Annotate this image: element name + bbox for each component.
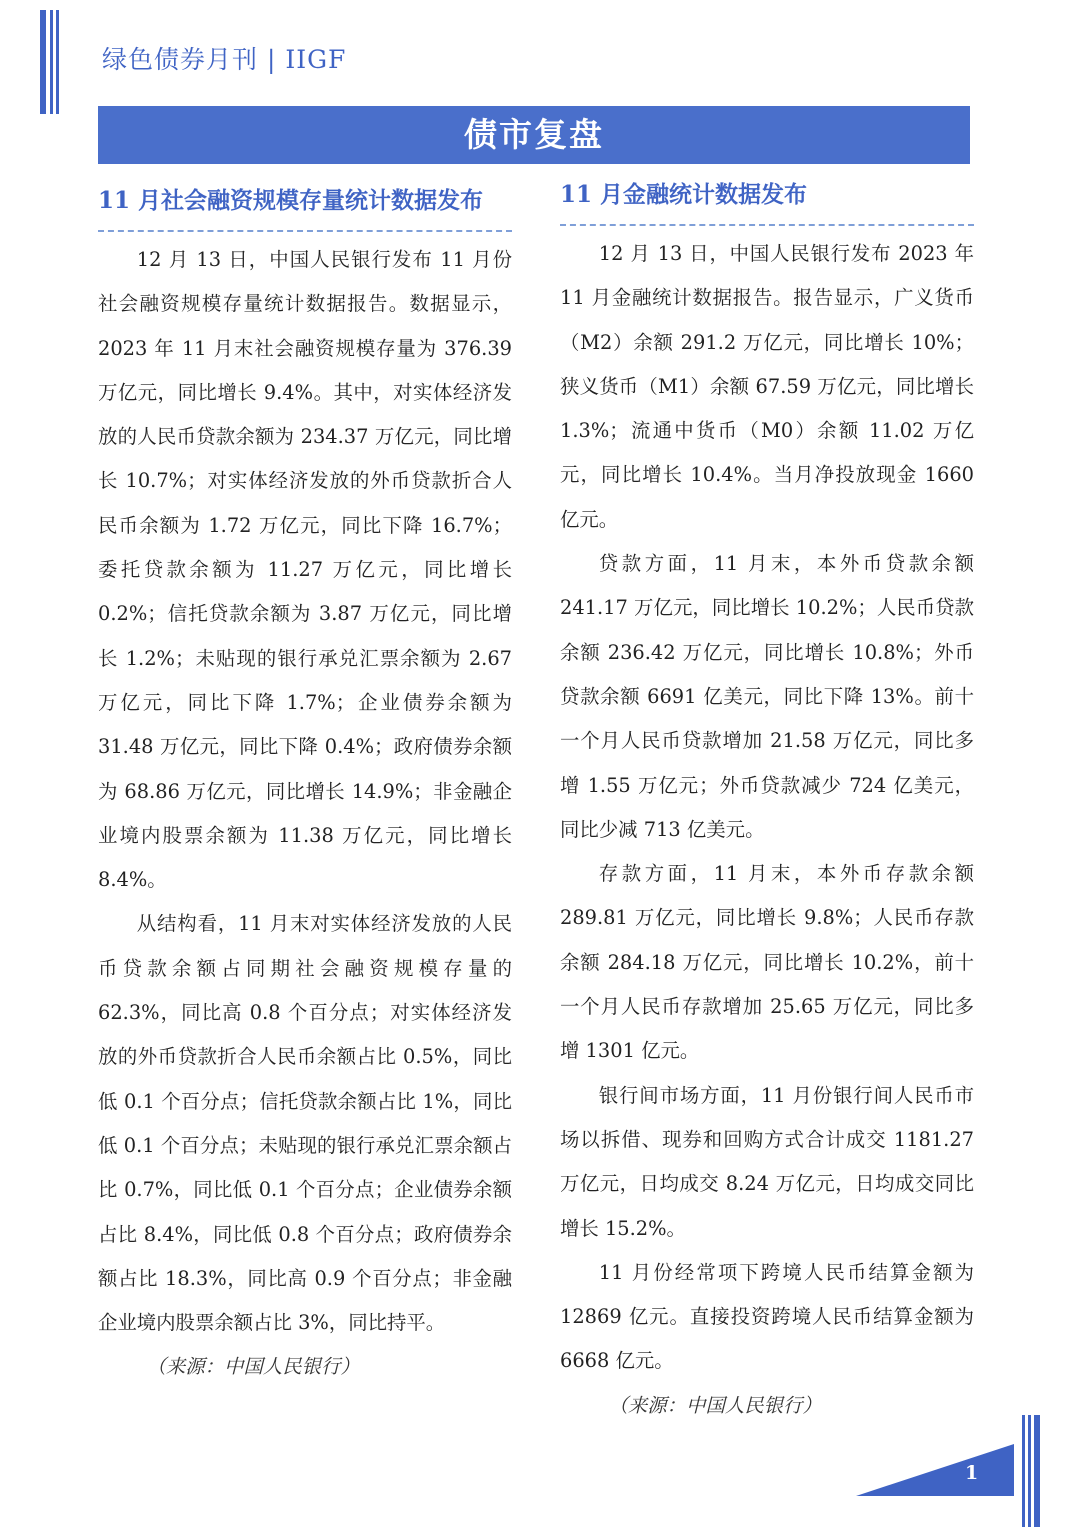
section-banner: 债市复盘 bbox=[98, 106, 970, 164]
brand-title: 绿色债券月刊 | IIGF bbox=[102, 45, 347, 74]
right-paragraph-5: 11 月份经常项下跨境人民币结算金额为 12869 亿元。直接投资跨境人民币结算金额为 6668 亿元。 bbox=[560, 1260, 974, 1373]
left-title-divider bbox=[98, 230, 512, 232]
right-paragraph-4: 银行间市场方面，11 月份银行间人民币市场以拆借、现券和回购方式合计成交 1181.27 万亿元，日均成交 8.24 万亿元，日均成交同比增长 15.2%。 bbox=[560, 1083, 974, 1240]
right-column bbox=[560, 180, 974, 1447]
right-article-title: 11 月金融统计数据发布 bbox=[560, 181, 808, 208]
right-paragraph-3: 存款方面，11 月末，本外币存款余额 289.81 万亿元，同比增长 9.8%；人民币存款余额 284.18 万亿元，同比增长 10.2%，前十一个月人民币存款增加 25.65 万亿元，同比多增 1301 亿元。 bbox=[560, 862, 974, 1063]
right-title-divider bbox=[560, 224, 974, 226]
left-source: （来源：中国人民银行） bbox=[146, 1355, 360, 1379]
page-number: 1 bbox=[965, 1462, 979, 1484]
decorative-bars-bottom-right bbox=[1022, 1415, 1044, 1527]
right-paragraph-1: 12 月 13 日，中国人民银行发布 2023 年 11 月金融统计数据报告。报告显示，广义货币（M2）余额 291.2 万亿元，同比增长 10%；狭义货币（M1）余额 67.59 万亿元，同比增长 1.3%；流通中货币（M0）余额 11.02 万亿元，同比增长 10.4%。当月净投放现金 1660 亿元。 bbox=[560, 242, 974, 531]
decorative-bars-top-left bbox=[40, 10, 64, 114]
left-article-title: 11 月社会融资规模存量统计数据发布 bbox=[98, 187, 484, 214]
right-source: （来源：中国人民银行） bbox=[608, 1393, 822, 1417]
left-paragraph-2: 从结构看，11 月末对实体经济发放的人民币贷款余额占同期社会融资规模存量的 62.3%，同比高 0.8 个百分点；对实体经济发放的外币贷款折合人民币余额占比 0.5%，同比低 0.1 个百分点；信托贷款余额占比 1%，同比低 0.1 个百分点；未贴现的银行承兑汇票余额占比 0.7%，同比低 0.1 个百分点；企业债券余额占比 8.4%，同比低 0.8 个百分点；政府债券余额占比 18.3%，同比高 0.9 个百分点；非金融企业境内股票余额占比 3%，同比持平。 bbox=[98, 912, 512, 1335]
page-number-triangle bbox=[856, 1444, 1014, 1496]
left-paragraph-1: 12 月 13 日，中国人民银行发布 11 月份社会融资规模存量统计数据报告。数据显示，2023 年 11 月末社会融资规模存量为 376.39 万亿元，同比增长 9.4%。其中，对实体经济发放的人民币贷款余额为 234.37 万亿元，同比增长 10.7%；对实体经济发放的外币贷款折合人民币余额为 1.72 万亿元，同比下降 16.7%；委托贷款余额为 11.27 万亿元，同比增长 0.2%；信托贷款余额为 3.87 万亿元，同比增长 1.2%；未贴现的银行承兑汇票余额为 2.67 万亿元，同比下降 1.7%；企业债券余额为 31.48 万亿元，同比下降 0.4%；政府债券余额为 68.86 万亿元，同比增长 14.9%；非金融企业境内股票余额为 11.38 万亿元，同比增长 8.4%。 bbox=[98, 248, 512, 892]
right-paragraph-2: 贷款方面，11 月末，本外币贷款余额 241.17 万亿元，同比增长 10.2%；人民币贷款余额 236.42 万亿元，同比增长 10.8%；外币贷款余额 6691 亿美元，同比下降 13%。前十一个月人民币贷款增加 21.58 万亿元，同比多增 1.55 万亿元；外币贷款减少 724 亿美元，同比少减 713 亿美元。 bbox=[560, 552, 974, 841]
left-column bbox=[98, 180, 512, 1409]
